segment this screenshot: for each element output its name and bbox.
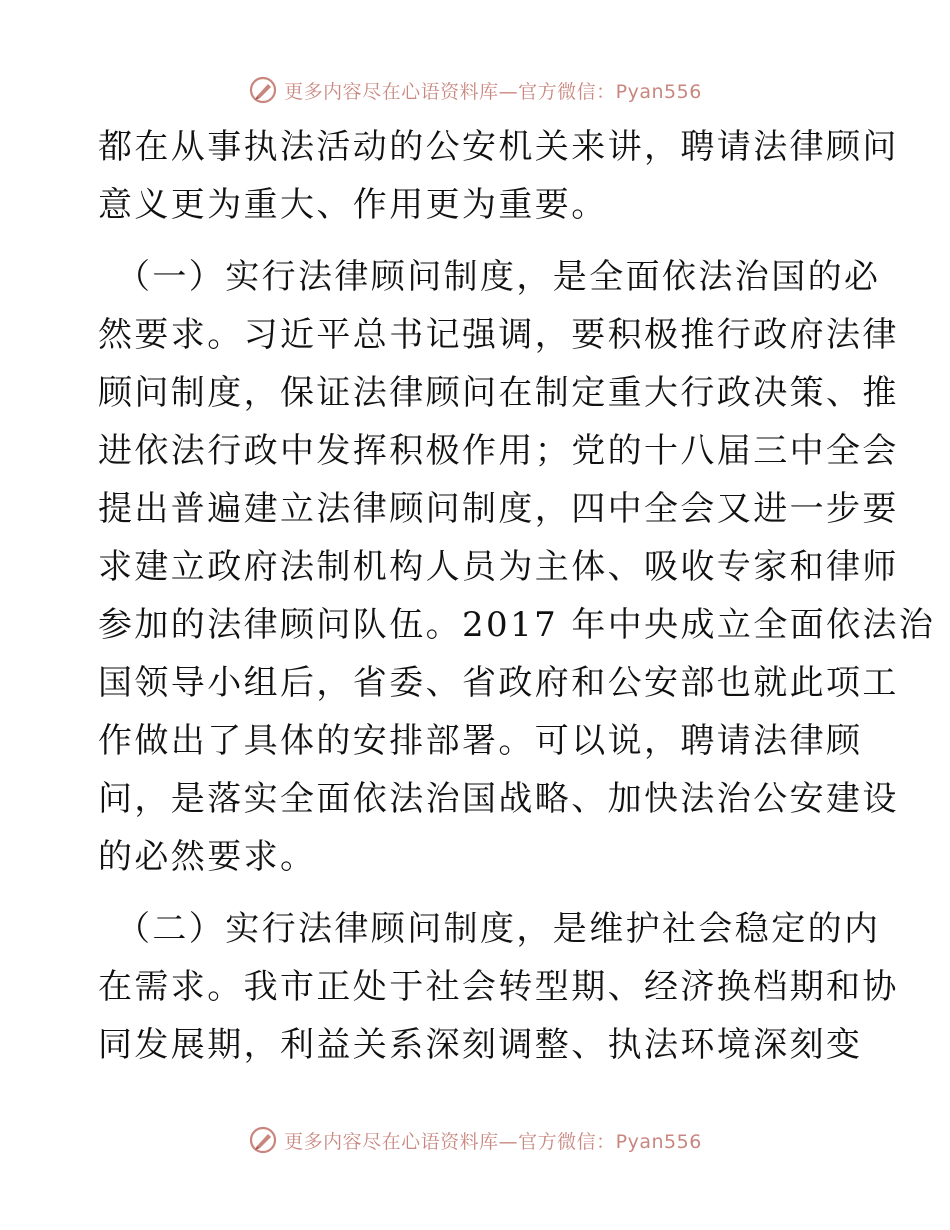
paragraph: [98, 900, 899, 1074]
text-line: 都在从事执法活动的公安机关来讲，聘请法律顾问: [98, 127, 899, 167]
text-line: 的必然要求。: [98, 837, 317, 877]
footer-watermark: [0, 1122, 950, 1158]
watermark-text: 更多内容尽在心语资料库—官方微信：Pyan556: [284, 1130, 702, 1153]
text-line: 提出普遍建立法律顾问制度，四中全会又进一步要: [98, 489, 899, 529]
text-line: 国领导小组后，省委、省政府和公安部也就此项工: [98, 663, 899, 703]
paragraph: [98, 118, 899, 234]
text-line: 参加的法律顾问队伍。2017 年中央成立全面依法治: [98, 605, 936, 645]
header-watermark: [0, 72, 950, 108]
text-line: 顾问制度，保证法律顾问在制定重大行政决策、推: [98, 373, 899, 413]
text-line: 问，是落实全面依法治国战略、加快法治公安建设: [98, 779, 899, 819]
text-line: 在需求。我市正处于社会转型期、经济换档期和协: [98, 967, 899, 1007]
text-line: 意义更为重大、作用更为重要。: [98, 185, 608, 225]
watermark-text: 更多内容尽在心语资料库—官方微信：Pyan556: [284, 80, 702, 103]
text-line: 然要求。习近平总书记强调，要积极推行政府法律: [98, 315, 899, 355]
paragraph: [98, 248, 936, 886]
document-body: [98, 118, 936, 1074]
text-line: 进依法行政中发挥积极作用；党的十八届三中全会: [98, 431, 899, 471]
text-line: 同发展期，利益关系深刻调整、执法环境深刻变: [98, 1025, 863, 1065]
text-line: （一）实行法律顾问制度，是全面依法治国的必: [116, 257, 881, 297]
pen-logo-icon: [248, 75, 278, 105]
text-line: 求建立政府法制机构人员为主体、吸收专家和律师: [98, 547, 899, 587]
pen-logo-icon: [248, 1125, 278, 1155]
text-line: （二）实行法律顾问制度，是维护社会稳定的内: [116, 909, 881, 949]
text-line: 作做出了具体的安排部署。可以说，聘请法律顾: [98, 721, 863, 761]
